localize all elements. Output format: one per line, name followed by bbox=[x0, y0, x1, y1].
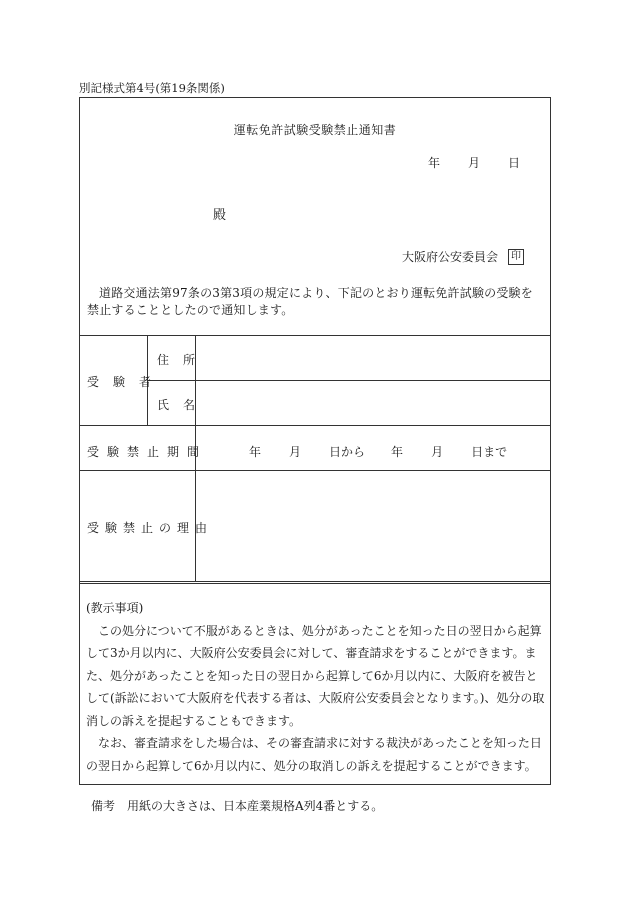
reason-label: 受験禁止の理由 bbox=[87, 521, 214, 535]
notice-text: 道路交通法第97条の3第3項の規定により、下記のとおり運転免許試験の受験を禁止することとしたので通知します。 bbox=[87, 286, 533, 317]
period-year-end: 年 bbox=[391, 445, 404, 459]
addressee-honorific: 殿 bbox=[213, 208, 227, 223]
period-text bbox=[249, 443, 507, 460]
address-label: 住所 bbox=[157, 353, 210, 367]
instructions-block bbox=[86, 597, 546, 777]
remark: 備考 用紙の大きさは、日本産業規格A列4番とする。 bbox=[91, 799, 384, 813]
row-divider-period bbox=[80, 470, 550, 471]
date-year: 年 bbox=[427, 156, 440, 170]
instructions-paragraph-1: この処分について不服があるときは、処分があったことを知った日の翌日から起算して3か月以内に、大阪府公安委員会に対して、審査請求をすることができます。また、処分があったことを知った日の翌日から起算して6か月以内に、大阪府を被告として(訴訟において大阪府を代表する者は、大阪府公安委員会となります。)、処分の取消しの訴えを提起することもできます。 bbox=[86, 623, 545, 728]
row-divider-address bbox=[147, 380, 550, 381]
issuer-name: 大阪府公安委員会 bbox=[401, 250, 498, 264]
period-month-end: 月 bbox=[431, 445, 444, 459]
period-day-from: 日から bbox=[329, 445, 366, 459]
period-month-start: 月 bbox=[289, 445, 302, 459]
table-top-border bbox=[80, 335, 550, 336]
period-day-until: 日まで bbox=[471, 445, 508, 459]
notice-form bbox=[79, 97, 551, 785]
row-divider-reason bbox=[80, 581, 550, 582]
date-day: 日 bbox=[507, 156, 520, 170]
name-label: 氏名 bbox=[157, 398, 210, 412]
date-month: 月 bbox=[467, 156, 480, 170]
instructions-heading: (教示事項) bbox=[86, 601, 144, 615]
row-divider-reason-2 bbox=[80, 583, 550, 584]
issuer-line bbox=[402, 248, 524, 265]
examinee-label: 受験者 bbox=[87, 375, 166, 389]
date-line bbox=[428, 154, 520, 171]
row-divider-examinee bbox=[80, 425, 550, 426]
instructions-paragraph-2: なお、審査請求をした場合は、その審査請求に対する裁決があったことを知った日の翌日から起算して6か月以内に、処分の取消しの訴えを提起することができます。 bbox=[86, 736, 542, 773]
period-year-start: 年 bbox=[249, 445, 262, 459]
seal-mark: 印 bbox=[508, 249, 524, 265]
document-title: 運転免許試験受験禁止通知書 bbox=[233, 123, 397, 137]
form-number: 別記様式第4号(第19条関係) bbox=[79, 81, 225, 95]
period-label: 受験禁止期間 bbox=[87, 445, 208, 459]
